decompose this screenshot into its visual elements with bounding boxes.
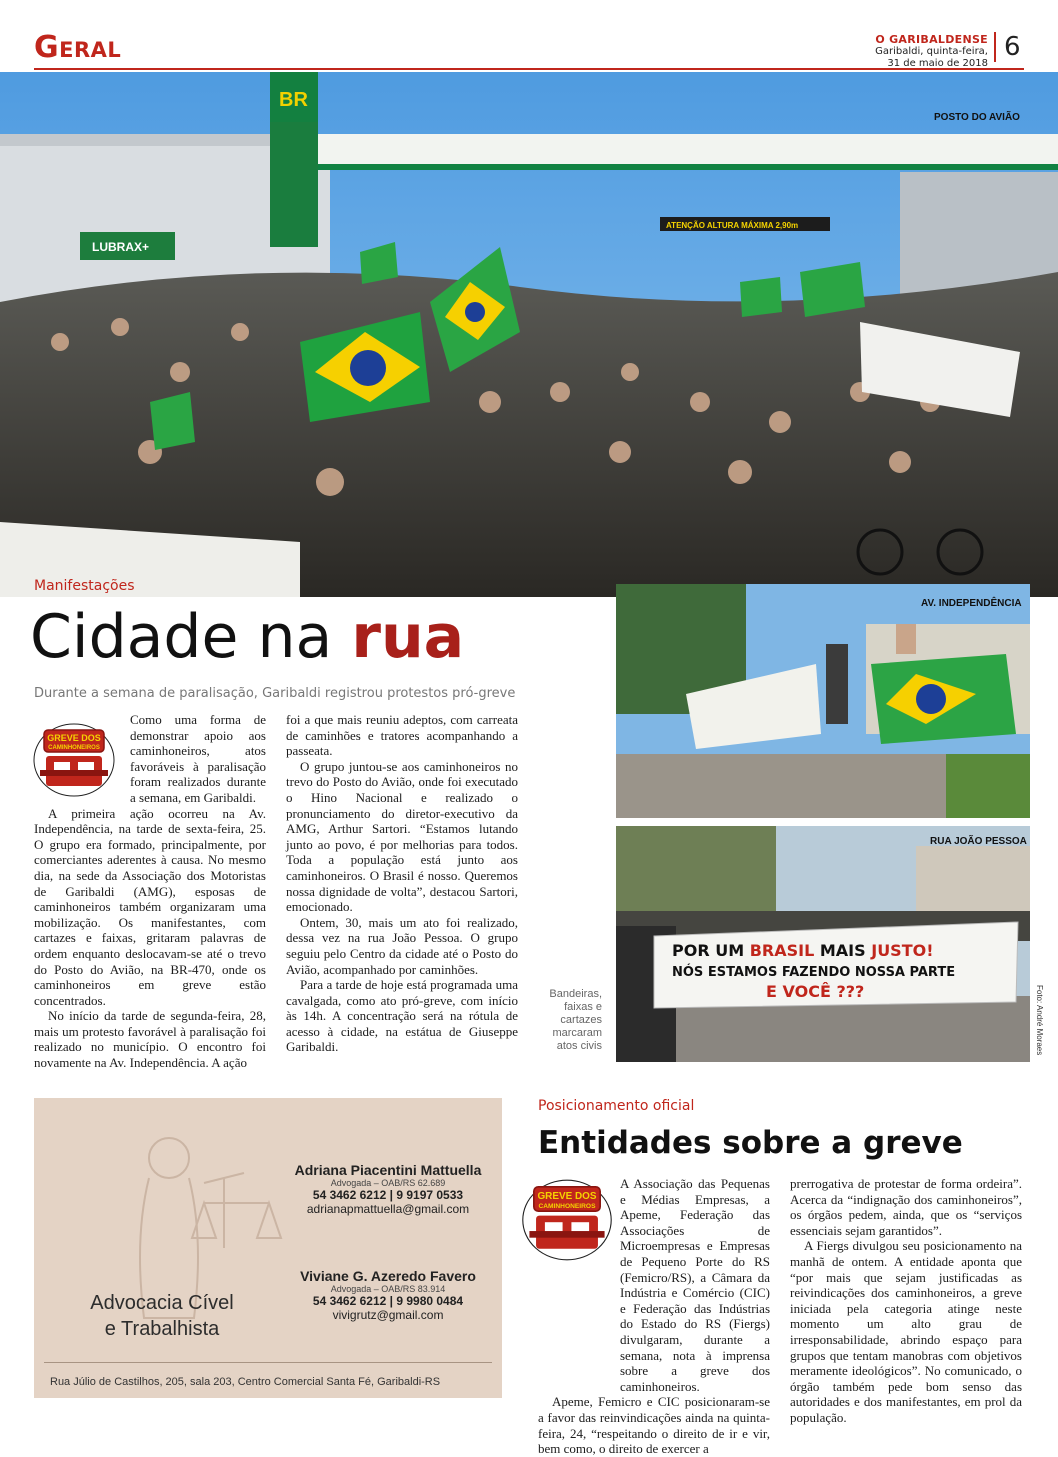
article1-col2-p3: Ontem, 30, mais um ato foi realizado, dessa vez na rua João Pessoa. O grupo seguiu pelo Centro da cidade até o Posto do Avião, acompanhado por caminhões. — [286, 914, 518, 977]
badge2-line2: CAMINHONEIROS — [538, 1202, 596, 1210]
article1-col1-p1: Como uma forma de demonstrar apoio aos caminhoneiros, atos favoráveis à paralisação foram realizados durante a semana, em Garibaldi. — [130, 712, 266, 805]
article1-col2 — [286, 712, 518, 1055]
ad-title-line2: e Trabalhista — [104, 1318, 220, 1340]
lawyer2-oab: Advogada – OAB/RS 83.914 — [330, 1284, 446, 1294]
banner-brasil: BRASIL — [749, 941, 815, 960]
badge-line2: CAMINHONEIROS — [48, 745, 100, 751]
article2-col2 — [790, 1176, 1022, 1426]
article1-col1-p2: A primeira ação ocorreu na Av. Independência, na tarde de sexta-feira, 25. O grupo era formado, principalmente, por comerciantes aderentes à causa. No mesmo dia, na sede da Associação dos Motoristas de Garibaldi (AMG), esposas de caminhoneiros também organizaram uma mobilização. Os manifestantes, com cartazes e faixas, gritaram palavras de ordem enquanto deslocavam-se até o trevo do Posto do Avião, na BR-470, onde os caminhoneiros em greve estão concentrados. — [34, 805, 266, 1008]
banner-por-um: POR UM — [672, 941, 745, 960]
badge2-line1: GREVE DOS — [537, 1191, 597, 1202]
lawyer2-name: Viviane G. Azeredo Favero — [300, 1268, 476, 1284]
lawyer1-email: adrianapmattuella@gmail.com — [306, 1202, 470, 1216]
article1-deck: Durante a semana de paralisação, Garibaldi registrou protestos pró-greve — [34, 686, 516, 701]
lawyer1-name: Adriana Piacentini Mattuella — [294, 1162, 482, 1178]
article2-col1-p1: A Associação das Pequenas e Médias Empresas, a Apeme, Federação das Associações de Microempresas e Empresas de Pequeno Porte do RS (Femicro/RS), a Câmara da Indústria e Comércio (CIC) e Federação das Indústrias do Estado do RS (Fiergs) divulgaram, durante a semana, nota à imprensa sobre a greve dos caminhoneiros. — [620, 1176, 770, 1394]
banner-mais: MAIS — [819, 941, 866, 960]
svg-text:POR UM BRASIL MAIS — [672, 941, 934, 960]
ad-divider — [44, 1362, 492, 1363]
photo-credit: Foto: André Moraes — [1035, 985, 1044, 1056]
article2-col2-p2: A Fiergs divulgou seu posicionamento na manhã de ontem. A entidade aponta que “por mais que sejam justificadas as reivindicações dos caminhoneiros, a greve iniciada pela categoria atinge neste momento um alto grau de irresponsabilidade, abrindo espaço para grupos que tentam manobras com objetivos meramente ideológicos”. No comunicado, o órgão também pede bom senso das autoridades e dos manifestantes, em prol da população. — [790, 1238, 1022, 1425]
article2-headline: Entidades sobre a greve — [538, 1125, 963, 1161]
article1-kicker: Manifestações — [34, 578, 135, 594]
masthead — [875, 34, 988, 70]
caption-line: marcaram — [552, 1027, 602, 1039]
article1-headline — [30, 602, 465, 672]
photo-av-independencia — [616, 584, 1030, 818]
banner-voce: VOCÊ ??? — [782, 982, 865, 1001]
ad-title-line1: Advocacia Cível — [90, 1292, 234, 1314]
article1-col1-p3: No início da tarde de segunda-feira, 28, mais um protesto favorável à paralisação foi realizado no município. O encontro foi novamente na Av. Independência. A ação — [34, 1008, 266, 1071]
lawyer1-oab: Advogada – OAB/RS 62.689 — [330, 1178, 446, 1188]
article2-kicker: Posicionamento oficial — [538, 1098, 695, 1114]
main-photo-label: POSTO DO AVIÃO — [934, 112, 1020, 123]
lawyer1-phone: 54 3462 6212 | 9 9197 0533 — [312, 1188, 464, 1202]
lawyer2-block — [274, 1268, 502, 1322]
svg-text:E VOCÊ ??? — [766, 982, 864, 1001]
banner-e: E — [766, 982, 777, 1001]
main-photo — [0, 72, 1058, 597]
article1-col2-p1: foi a que mais reuniu adeptos, com carreata de caminhões e tratores acompanhando a passeata. — [286, 712, 518, 759]
photo-top-right-label: AV. INDEPENDÊNCIA — [921, 598, 1022, 609]
br-logo: BR — [279, 89, 308, 111]
headline-part1: Cidade na — [30, 602, 352, 672]
article1-col2-p4: Para a tarde de hoje está programada uma cavalgada, como ato pró-greve, com início às 14h. A concentração será na rótula de acesso à cidade, na estátua de Giuseppe Garibaldi. — [286, 977, 518, 1055]
lubrax-sign: LUBRAX+ — [92, 240, 150, 254]
banner-line2: NÓS ESTAMOS FAZENDO NOSSA PARTE — [672, 965, 956, 980]
banner-justo: JUSTO! — [871, 941, 934, 960]
lawyer1-block — [274, 1162, 502, 1216]
caption-line: cartazes — [560, 1014, 602, 1026]
article2-col2-p1: prerrogativa de protestar de forma ordeira”. Acerca da “indignação dos caminhoneiros”, os órgãos pedem, ainda, que os “serviços essenciais sejam garantidos”. — [790, 1176, 1022, 1238]
caption-line: atos civis — [556, 1040, 602, 1052]
caption-line: Bandeiras, — [549, 988, 602, 1000]
ad-title — [44, 1290, 280, 1342]
photo-caption — [540, 988, 602, 1053]
page-number: 6 — [994, 32, 1021, 62]
article1-col1 — [34, 712, 266, 1071]
section-title: Geral — [34, 30, 122, 65]
paper-name: O GARIBALDENSE — [875, 33, 988, 46]
photo-bottom-right-label: RUA JOÃO PESSOA — [930, 836, 1027, 847]
headline-accent: rua — [351, 602, 465, 672]
article2-col1 — [538, 1176, 770, 1457]
lawyer2-phone: 54 3462 6212 | 9 9980 0484 — [312, 1294, 464, 1308]
article1-col2-p2: O grupo juntou-se aos caminhoneiros no trevo do Posto do Avião, onde foi executado o Hino Nacional e realizado o pronunciamento do diretor-executivo da AMG, Arthur Sartori. “Estamos lutando junto ao povo, é por melhorias para todos. Toda a população está junto aos caminhoneiros. O Brasil é nosso. Queremos nossa dignidade de volta”, destacou Sartori, emocionado. — [286, 758, 518, 915]
station-height-sign: ATENÇÃO ALTURA MÁXIMA 2,90m — [666, 221, 799, 230]
ad-address: Rua Júlio de Castilhos, 205, sala 203, Centro Comercial Santa Fé, Garibaldi-RS — [50, 1376, 441, 1388]
badge-line1: GREVE DOS — [47, 733, 101, 743]
date-line-2: 31 de maio de 2018 — [887, 58, 988, 69]
law-firm-ad — [34, 1098, 502, 1398]
lawyer2-email: vivigrutz@gmail.com — [332, 1308, 444, 1322]
photo-rua-joao-pessoa — [616, 826, 1030, 1062]
date-line-1: Garibaldi, quinta-feira, — [875, 46, 988, 57]
article2-col1-p2: Apeme, Femicro e CIC posicionaram-se a favor das reinvindicações ainda na quinta-feira, 24, “respeitando o direito de ir e vir, bem como, o direito de exercer a — [538, 1394, 770, 1457]
caption-line: faixas e — [564, 1001, 602, 1013]
